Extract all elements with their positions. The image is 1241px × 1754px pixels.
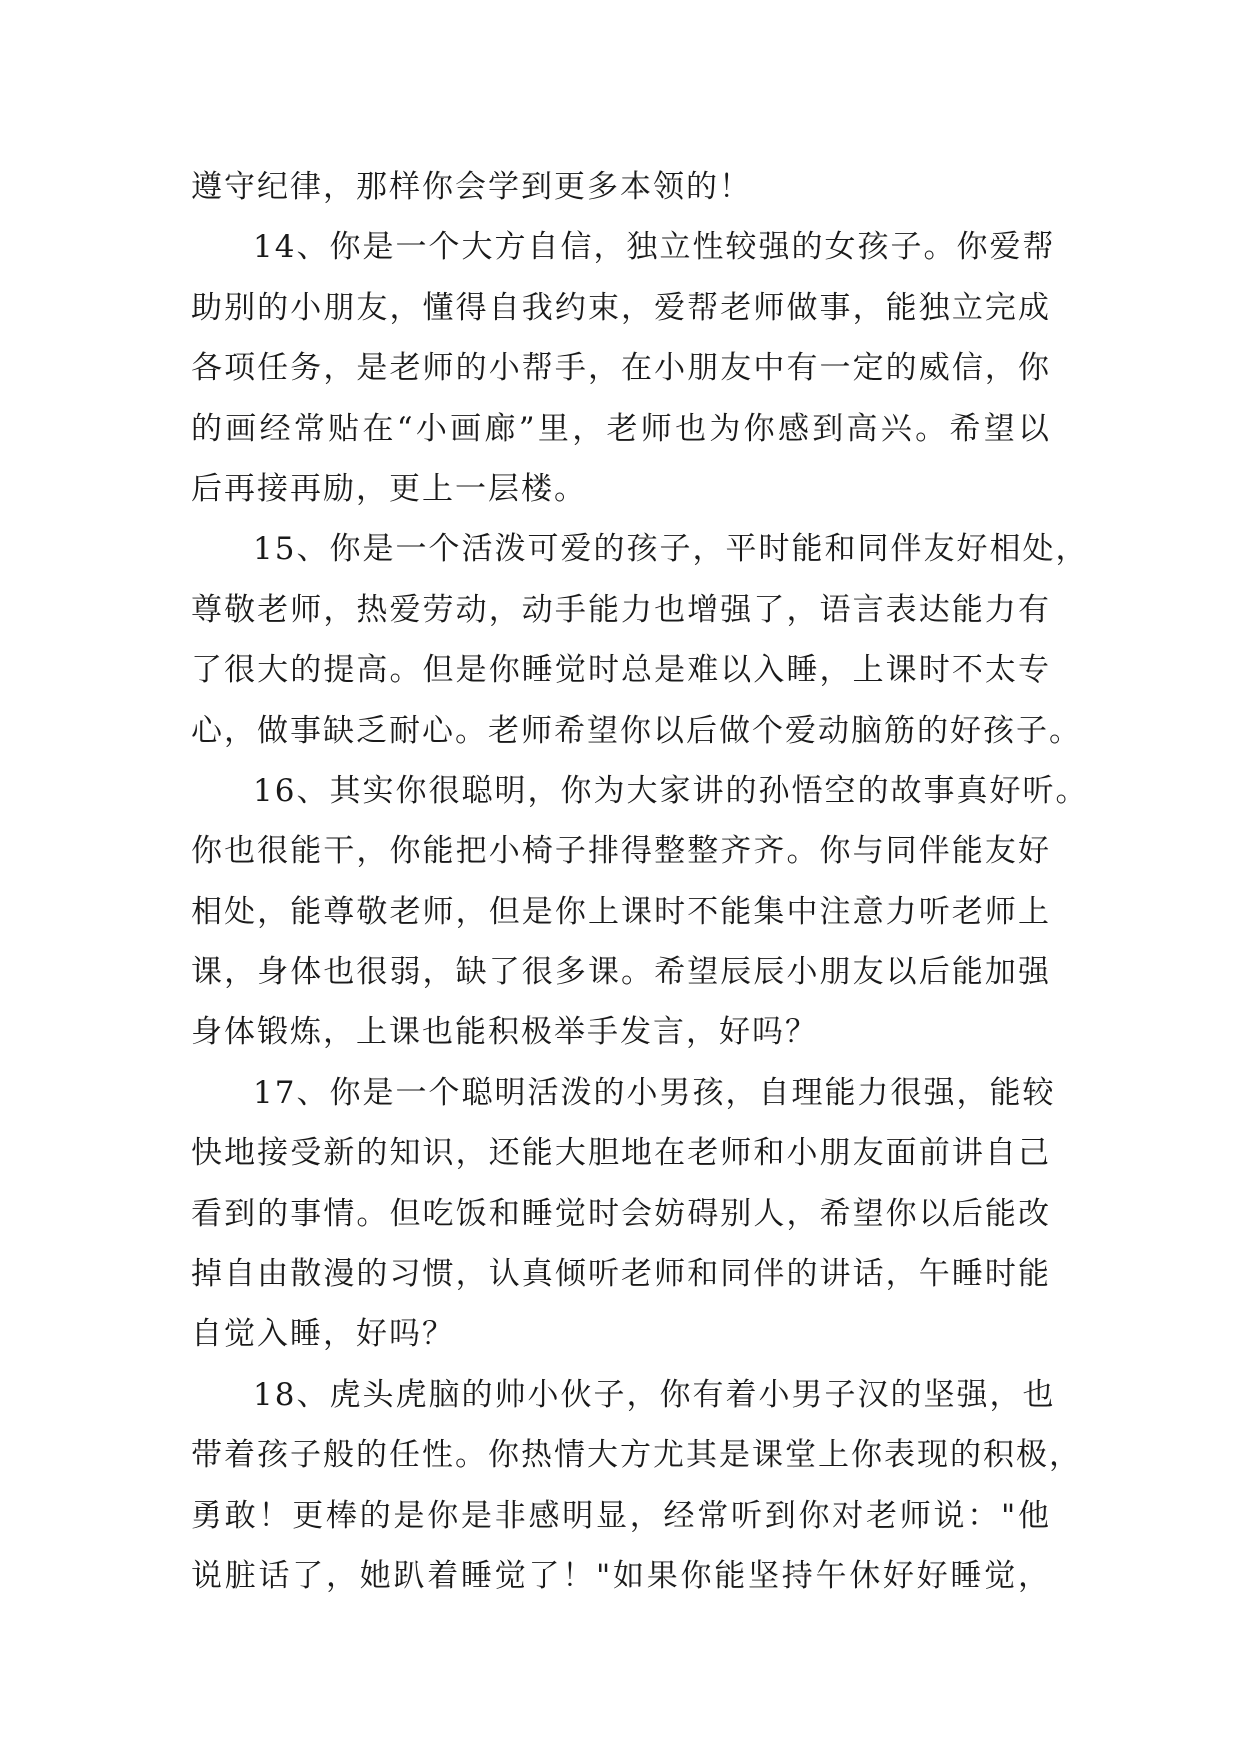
text-line: 后再接再励，更上一层楼。	[191, 470, 587, 507]
paragraph-14-first-line: 14、你是一个大方自信，独立性较强的女孩子。你爱帮	[253, 229, 1056, 266]
text-line: 尊敬老师，热爱劳动，动手能力也增强了，语言表达能力有	[191, 591, 1051, 628]
text-line: 课，身体也很弱，缺了很多课。希望辰辰小朋友以后能加强	[191, 954, 1051, 991]
text-line: 相处，能尊敬老师，但是你上课时不能集中注意力听老师上	[191, 893, 1051, 930]
paragraph-17-first-line: 17、你是一个聪明活泼的小男孩，自理能力很强，能较	[253, 1074, 1056, 1111]
text-line: 看到的事情。但吃饭和睡觉时会妨碍别人，希望你以后能改	[191, 1195, 1051, 1232]
text-line: 你也很能干，你能把小椅子排得整整齐齐。你与同伴能友好	[191, 833, 1051, 870]
paragraph-18-first-line: 18、虎头虎脑的帅小伙子，你有着小男子汉的坚强，也	[253, 1376, 1056, 1413]
text-line: 勇敢！更棒的是你是非感明显，经常听到你对老师说："他	[191, 1497, 1051, 1534]
text-line: 掉自由散漫的习惯，认真倾听老师和同伴的讲话，午睡时能	[191, 1256, 1051, 1293]
text-line: 的画经常贴在“小画廊”里，老师也为你感到高兴。希望以	[191, 410, 1051, 447]
text-line: 说脏话了，她趴着睡觉了！"如果你能坚持午休好好睡觉，	[191, 1557, 1051, 1594]
text-line: 快地接受新的知识，还能大胆地在老师和小朋友面前讲自己	[191, 1135, 1051, 1172]
text-line: 带着孩子般的任性。你热情大方尤其是课堂上你表现的积极，	[191, 1437, 1082, 1474]
text-line: 自觉入睡，好吗？	[191, 1316, 455, 1353]
text-line: 身体锻炼，上课也能积极举手发言，好吗？	[191, 1014, 818, 1051]
text-line: 心，做事缺乏耐心。老师希望你以后做个爱动脑筋的好孩子。	[191, 712, 1082, 749]
text-line: 遵守纪律，那样你会学到更多本领的！	[191, 169, 752, 205]
text-line: 各项任务，是老师的小帮手，在小朋友中有一定的威信，你	[191, 350, 1051, 387]
paragraph-16-first-line: 16、其实你很聪明，你为大家讲的孙悟空的故事真好听。	[253, 772, 1089, 809]
paragraph-15-first-line: 15、你是一个活泼可爱的孩子，平时能和同伴友好相处，	[253, 531, 1089, 568]
text-line: 了很大的提高。但是你睡觉时总是难以入睡，上课时不太专	[191, 652, 1051, 689]
document-body	[191, 157, 1089, 1606]
text-line: 助别的小朋友，懂得自我约束，爱帮老师做事，能独立完成	[191, 289, 1051, 326]
